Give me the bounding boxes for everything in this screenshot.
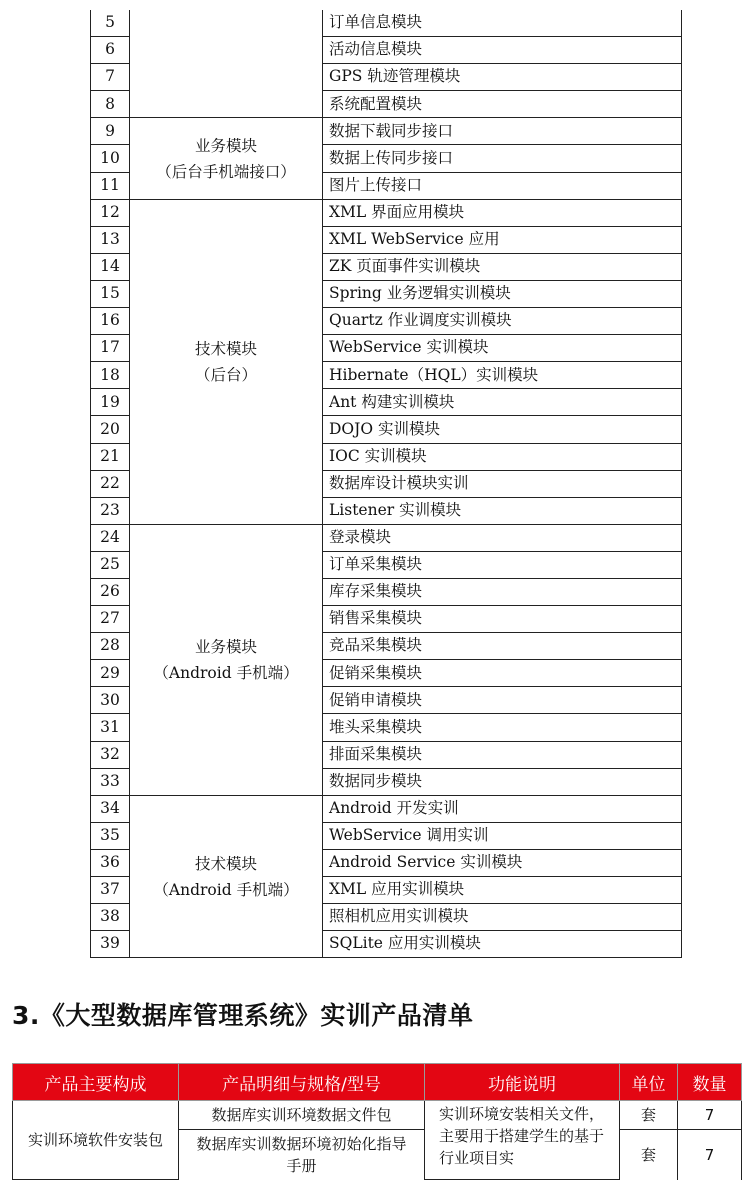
module-number: 36 <box>91 849 130 876</box>
module-name: 订单信息模块 <box>323 10 682 37</box>
module-row <box>91 795 682 822</box>
product-unit-cell: 套 <box>620 1130 678 1180</box>
module-number: 25 <box>91 551 130 578</box>
product-qty-cell: 7 <box>678 1130 742 1180</box>
module-name: XML 应用实训模块 <box>323 877 682 904</box>
product-row <box>13 1101 742 1130</box>
module-number: 22 <box>91 470 130 497</box>
module-category-line: 业务模块 <box>194 136 257 155</box>
product-qty-cell: 7 <box>678 1101 742 1130</box>
module-name: 库存采集模块 <box>323 578 682 605</box>
module-name: 订单采集模块 <box>323 551 682 578</box>
module-category-line: 技术模块 <box>194 854 257 873</box>
module-category <box>130 795 323 958</box>
module-category <box>130 524 323 795</box>
module-number: 17 <box>91 335 130 362</box>
module-number: 6 <box>91 37 130 64</box>
module-number: 9 <box>91 118 130 145</box>
module-category-line: （后台手机端接口） <box>156 162 296 181</box>
module-name: 照相机应用实训模块 <box>323 904 682 931</box>
header-component: 产品主要构成 <box>13 1064 179 1101</box>
module-table <box>90 10 682 958</box>
header-quantity: 数量 <box>678 1064 742 1101</box>
module-number: 37 <box>91 877 130 904</box>
header-unit: 单位 <box>620 1064 678 1101</box>
module-category <box>130 199 323 524</box>
module-name: IOC 实训模块 <box>323 443 682 470</box>
module-row <box>91 10 682 37</box>
module-name: 竞品采集模块 <box>323 633 682 660</box>
product-table-header-row <box>13 1064 742 1101</box>
product-detail-cell: 数据库实训数据环境初始化指导手册 <box>179 1130 425 1180</box>
module-number: 14 <box>91 253 130 280</box>
module-number: 16 <box>91 308 130 335</box>
module-category <box>130 118 323 199</box>
header-function: 功能说明 <box>425 1064 620 1101</box>
module-number: 13 <box>91 226 130 253</box>
module-name: Ant 构建实训模块 <box>323 389 682 416</box>
module-name: DOJO 实训模块 <box>323 416 682 443</box>
module-number: 21 <box>91 443 130 470</box>
module-name: Android Service 实训模块 <box>323 849 682 876</box>
module-name: GPS 轨迹管理模块 <box>323 64 682 91</box>
product-component-cell: 实训环境软件安装包 <box>13 1101 179 1180</box>
module-name: Spring 业务逻辑实训模块 <box>323 280 682 307</box>
module-name: Android 开发实训 <box>323 795 682 822</box>
module-row <box>91 199 682 226</box>
module-number: 34 <box>91 795 130 822</box>
module-row <box>91 118 682 145</box>
module-name: Listener 实训模块 <box>323 497 682 524</box>
module-name: 数据下载同步接口 <box>323 118 682 145</box>
module-number: 26 <box>91 578 130 605</box>
module-name: XML WebService 应用 <box>323 226 682 253</box>
module-category-line: 技术模块 <box>194 339 257 358</box>
module-name: 排面采集模块 <box>323 741 682 768</box>
product-function-cell: 实训环境安装相关文件，主要用于搭建学生的基于行业项目实 <box>425 1101 620 1180</box>
module-number: 28 <box>91 633 130 660</box>
module-number: 11 <box>91 172 130 199</box>
section-title: 3.《大型数据库管理系统》实训产品清单 <box>12 1001 474 1030</box>
module-number: 29 <box>91 660 130 687</box>
module-number: 7 <box>91 64 130 91</box>
module-name: SQLite 应用实训模块 <box>323 931 682 958</box>
module-name: 堆头采集模块 <box>323 714 682 741</box>
product-table <box>12 1063 742 1180</box>
module-number: 8 <box>91 91 130 118</box>
header-detail: 产品明细与规格/型号 <box>179 1064 425 1101</box>
module-number: 30 <box>91 687 130 714</box>
module-number: 31 <box>91 714 130 741</box>
module-name: 系统配置模块 <box>323 91 682 118</box>
module-number: 35 <box>91 822 130 849</box>
module-category-line: （后台） <box>194 365 257 384</box>
module-name: WebService 实训模块 <box>323 335 682 362</box>
module-number: 5 <box>91 10 130 37</box>
module-number: 33 <box>91 768 130 795</box>
module-category <box>130 10 323 118</box>
module-number: 38 <box>91 904 130 931</box>
module-name: Hibernate（HQL）实训模块 <box>323 362 682 389</box>
module-number: 19 <box>91 389 130 416</box>
module-name: 促销采集模块 <box>323 660 682 687</box>
module-name: 促销申请模块 <box>323 687 682 714</box>
module-name: 图片上传接口 <box>323 172 682 199</box>
module-number: 24 <box>91 524 130 551</box>
product-unit-cell: 套 <box>620 1101 678 1130</box>
module-number: 32 <box>91 741 130 768</box>
module-number: 39 <box>91 931 130 958</box>
module-number: 12 <box>91 199 130 226</box>
module-name: XML 界面应用模块 <box>323 199 682 226</box>
module-name: 数据上传同步接口 <box>323 145 682 172</box>
module-name: 数据同步模块 <box>323 768 682 795</box>
module-row <box>91 524 682 551</box>
module-name: WebService 调用实训 <box>323 822 682 849</box>
module-category-line: （Android 手机端） <box>153 880 299 899</box>
module-name: 数据库设计模块实训 <box>323 470 682 497</box>
module-name: Quartz 作业调度实训模块 <box>323 308 682 335</box>
module-name: 销售采集模块 <box>323 606 682 633</box>
module-name: 活动信息模块 <box>323 37 682 64</box>
module-name: 登录模块 <box>323 524 682 551</box>
module-number: 23 <box>91 497 130 524</box>
module-number: 18 <box>91 362 130 389</box>
module-category-line: 业务模块 <box>194 637 257 656</box>
module-table-body <box>91 10 682 958</box>
module-number: 10 <box>91 145 130 172</box>
module-name: ZK 页面事件实训模块 <box>323 253 682 280</box>
product-detail-cell: 数据库实训环境数据文件包 <box>179 1101 425 1130</box>
module-number: 15 <box>91 280 130 307</box>
module-number: 20 <box>91 416 130 443</box>
module-category-line: （Android 手机端） <box>153 663 299 682</box>
module-number: 27 <box>91 606 130 633</box>
